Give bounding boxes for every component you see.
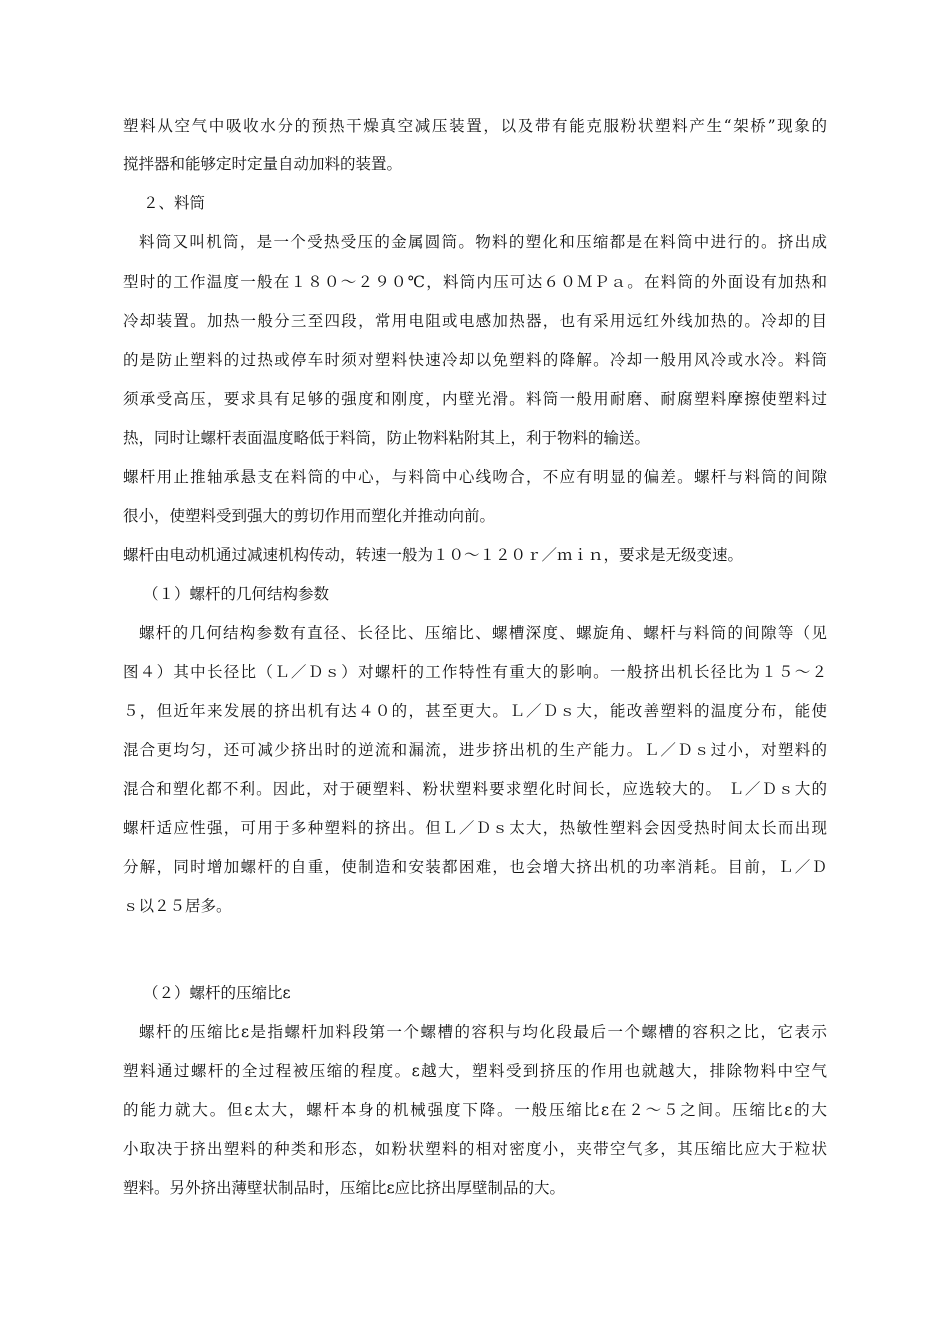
text-line: 料筒又叫机筒，是一个受热受压的金属圆筒。物料的塑化和压缩都是在料筒中进行的。挤出成 bbox=[139, 233, 827, 251]
text-line: 螺杆的压缩比ε是指螺杆加料段第一个螺槽的容积与均化段最后一个螺槽的容积之比，它表示 bbox=[139, 1023, 827, 1041]
text-line: 小取决于挤出塑料的种类和形态，如粉状塑料的相对密度小，夹带空气多，其压缩比应大于粒状 bbox=[123, 1140, 827, 1158]
text-line: 塑料从空气中吸收水分的预热干燥真空减压装置，以及带有能克服粉状塑料产生“架桥”现象的 bbox=[123, 117, 827, 135]
section-heading: （１）螺杆的几何结构参数 bbox=[143, 585, 330, 603]
section-heading: ２、料筒 bbox=[143, 194, 206, 212]
text-line: 型时的工作温度一般在１８０～２９０℃，料筒内压可达６０ＭＰａ。在料筒的外面设有加热和 bbox=[123, 273, 827, 291]
text-line: ５，但近年来发展的挤出机有达４０的，甚至更大。Ｌ／Ｄｓ大，能改善塑料的温度分布，能使 bbox=[123, 702, 827, 720]
text-line: 塑料。另外挤出薄壁状制品时，压缩比ε应比挤出厚壁制品的大。 bbox=[123, 1179, 566, 1197]
text-line: 热，同时让螺杆表面温度略低于料筒，防止物料粘附其上，利于物料的输送。 bbox=[123, 429, 651, 447]
text-line: 的能力就大。但ε太大，螺杆本身的机械强度下降。一般压缩比ε在２～５之间。压缩比ε的大 bbox=[123, 1101, 827, 1119]
text-line: 图４）其中长径比（Ｌ／Ｄｓ）对螺杆的工作特性有重大的影响。一般挤出机长径比为１５～２ bbox=[123, 663, 827, 681]
text-line: 搅拌器和能够定时定量自动加料的装置。 bbox=[123, 155, 403, 173]
text-line: 分解，同时增加螺杆的自重，使制造和安装都困难，也会增大挤出机的功率消耗。目前，Ｌ／Ｄ bbox=[123, 858, 827, 876]
text-line: 冷却装置。加热一般分三至四段，常用电阻或电感加热器，也有采用远红外线加热的。冷却的目 bbox=[123, 312, 827, 330]
text-line: 须承受高压，要求具有足够的强度和刚度，内壁光滑。料筒一般用耐磨、耐腐塑料摩擦使塑料过 bbox=[123, 390, 827, 408]
section-heading: （２）螺杆的压缩比ε bbox=[143, 984, 291, 1002]
text-line: 螺杆由电动机通过减速机构传动，转速一般为１０～１２０ｒ／ｍｉｎ，要求是无级变速。 bbox=[123, 546, 744, 564]
text-line: 混合和塑化都不利。因此，对于硬塑料、粉状塑料要求塑化时间长，应选较大的。 Ｌ／Ｄｓ大的 bbox=[123, 780, 827, 798]
text-line: 的是防止塑料的过热或停车时须对塑料快速冷却以免塑料的降解。冷却一般用风冷或水冷。料筒 bbox=[123, 351, 827, 369]
text-line: 螺杆适应性强，可用于多种塑料的挤出。但Ｌ／Ｄｓ太大，热敏性塑料会因受热时间太长而出现 bbox=[123, 819, 827, 837]
text-line: 螺杆的几何结构参数有直径、长径比、压缩比、螺槽深度、螺旋角、螺杆与料筒的间隙等（见 bbox=[139, 624, 827, 642]
text-line: 很小，使塑料受到强大的剪切作用而塑化并推动向前。 bbox=[123, 507, 496, 525]
text-line: 混合更均匀，还可减少挤出时的逆流和漏流，进步挤出机的生产能力。Ｌ／Ｄｓ过小，对塑料的 bbox=[123, 741, 827, 759]
text-line: 塑料通过螺杆的全过程被压缩的程度。ε越大，塑料受到挤压的作用也就越大，排除物料中空气 bbox=[123, 1062, 827, 1080]
text-line: 螺杆用止推轴承悬支在料筒的中心，与料筒中心线吻合，不应有明显的偏差。螺杆与料筒的间隙 bbox=[123, 468, 827, 486]
text-line: ｓ以２５居多。 bbox=[123, 897, 232, 915]
